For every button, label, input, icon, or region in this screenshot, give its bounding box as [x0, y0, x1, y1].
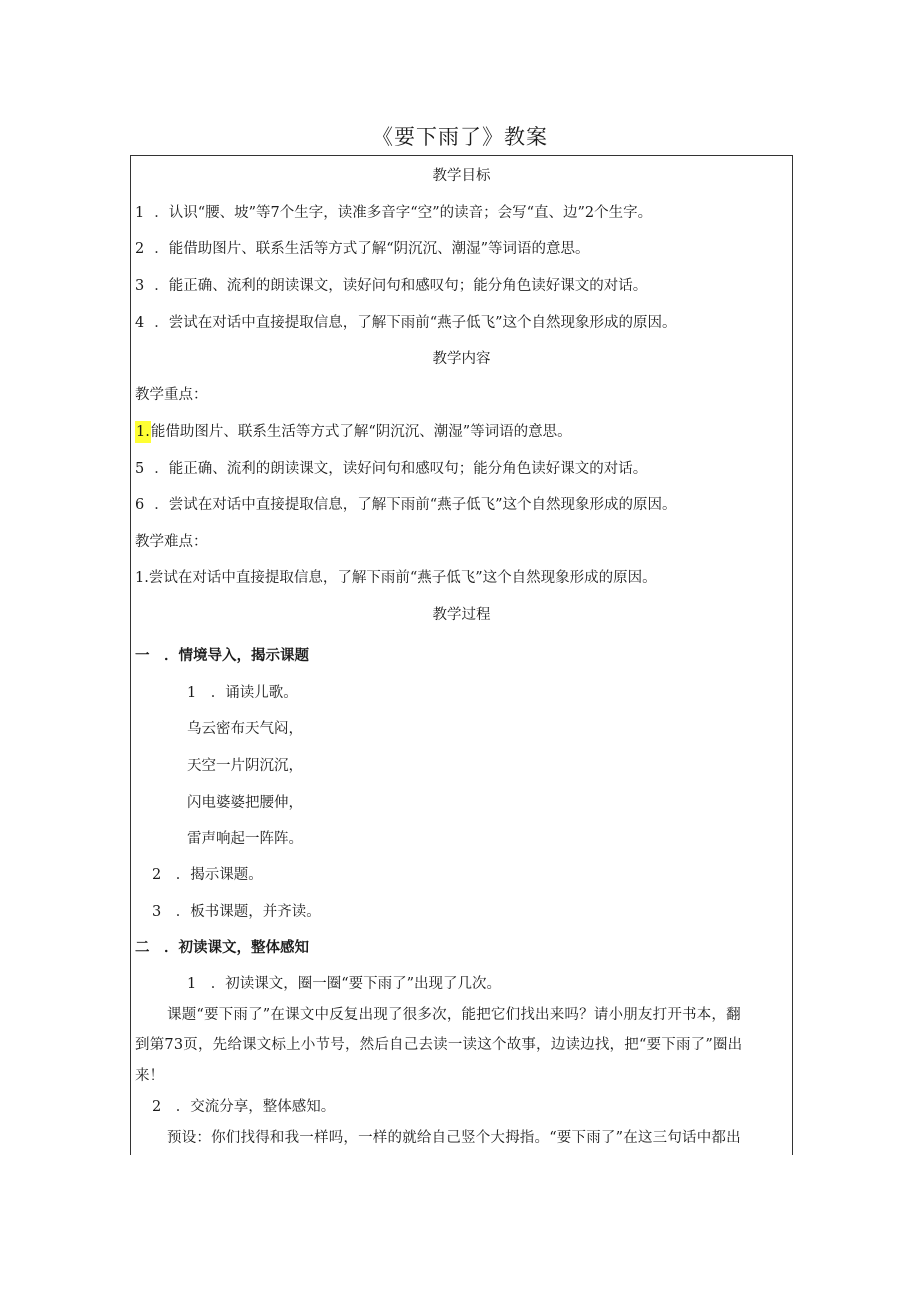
part1-heading: 一 ．情境导入，揭示课题 [135, 647, 309, 664]
process-header: 教学过程 [432, 607, 491, 623]
key-point-item [135, 421, 572, 443]
poem-line: 乌云密布天气闷， [187, 721, 303, 737]
poem-line: 天空一片阴沉沉， [187, 758, 303, 774]
difficult-label: 教学难点： [135, 534, 208, 550]
difficult-item: 1.尝试在对话中直接提取信息，了解下雨前“燕子低飞”这个自然现象形成的原因。 [135, 570, 657, 586]
part2-paragraph-line: 预设：你们找得和我一样吗，一样的就给自己竖个大拇指。“要下雨了”在这三句话中都出 [167, 1130, 741, 1146]
document-title: 《要下雨了》教案 [372, 125, 548, 149]
key-points-label: 教学重点： [135, 387, 208, 403]
key-point-number: 1. [135, 421, 151, 443]
key-point-item [135, 494, 677, 516]
goal-number: 3 [135, 278, 145, 294]
poem-line: 雷声响起一阵阵。 [187, 831, 303, 847]
part2-step2: 2 ．交流分享，整体感知。 [152, 1099, 336, 1115]
part2-paragraph-line: 到第73页，先给课文标上小节号，然后自己去读一读这个故事，边读边找，把“要下雨了”圈出 [135, 1037, 743, 1053]
key-point-number: 6 [135, 497, 145, 513]
part1-step1: 1 ．诵读儿歌。 [187, 685, 298, 701]
goal-number: 4 [135, 315, 145, 331]
content-header: 教学内容 [432, 351, 491, 367]
key-point-text: ．能正确、流利的朗读课文，读好问句和感叹句；能分角色读好课文的对话。 [154, 461, 648, 477]
goal-text: ．能借助图片、联系生活等方式了解“阴沉沉、潮湿”等词语的意思。 [154, 241, 590, 257]
key-point-text: 能借助图片、联系生活等方式了解“阴沉沉、潮湿”等词语的意思。 [150, 424, 572, 440]
key-point-number: 5 [135, 461, 145, 477]
part2-step1: 1 ．初读课文，圈一圈“要下雨了”出现了几次。 [187, 976, 502, 992]
part2-paragraph-line: 来！ [135, 1068, 164, 1084]
goal-number: 2 [135, 241, 145, 257]
goal-item [135, 238, 590, 260]
goal-text: ．尝试在对话中直接提取信息，了解下雨前“燕子低飞”这个自然现象形成的原因。 [154, 315, 677, 331]
key-point-text: ．尝试在对话中直接提取信息，了解下雨前“燕子低飞”这个自然现象形成的原因。 [154, 497, 677, 513]
goal-item [135, 202, 652, 224]
goal-item [135, 312, 677, 334]
key-point-item [135, 458, 647, 480]
part2-heading: 二 ．初读课文，整体感知 [135, 939, 309, 956]
goal-text: ．认识“腰、坡”等7个生字，读准多音字“空”的读音；会写“直、边”2个生字。 [154, 205, 653, 221]
goal-number: 1 [135, 205, 145, 221]
goals-header: 教学目标 [432, 168, 491, 184]
goal-item [135, 275, 647, 297]
part2-paragraph-line: 课题“要下雨了”在课文中反复出现了很多次，能把它们找出来吗？请小朋友打开书本，翻 [167, 1007, 741, 1023]
part1-step2: 2 ．揭示课题。 [152, 867, 263, 883]
part1-step3: 3 ．板书课题，并齐读。 [152, 904, 321, 920]
goal-text: ．能正确、流利的朗读课文，读好问句和感叹句；能分角色读好课文的对话。 [154, 278, 648, 294]
poem-line: 闪电婆婆把腰伸， [187, 795, 303, 811]
